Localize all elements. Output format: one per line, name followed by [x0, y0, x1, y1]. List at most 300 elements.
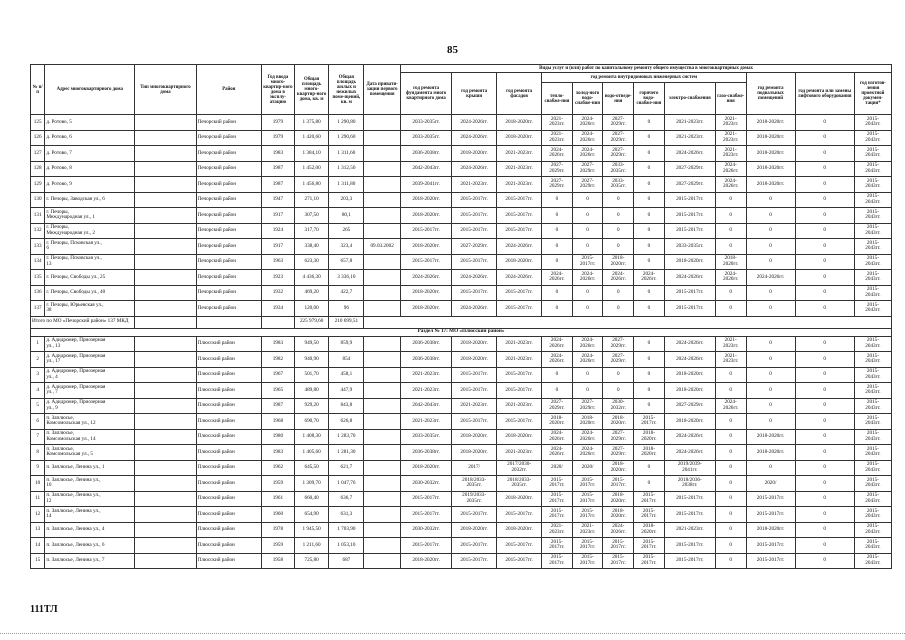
row-drain: 2030- 2032гг. — [603, 398, 634, 414]
row-privat-date — [364, 476, 401, 492]
row-basement: 2018-2020гг. — [746, 177, 795, 193]
row-num: 13 — [31, 522, 45, 538]
row-total-area: 690,70 — [294, 414, 329, 430]
header-project: год изготов-ления проектной докумен-тации* — [854, 73, 891, 115]
row-foundation: 2021-2023гг. — [401, 367, 452, 383]
row-facade: 2018-2020гг. — [497, 130, 542, 146]
row-privat-date — [364, 146, 401, 162]
row-year: 1987 — [262, 177, 295, 193]
row-heat: 2024- 2026гг. — [542, 146, 573, 162]
row-num: 14 — [31, 538, 45, 554]
row-elec: 2027-2029гг. — [664, 161, 715, 177]
row-elec: 2018-2020гг. — [664, 414, 715, 430]
row-heat: 0 — [542, 254, 573, 270]
table-row — [31, 476, 892, 492]
row-type — [135, 445, 196, 461]
row-cold: 2015- 2017гг. — [572, 254, 603, 270]
row-living-area: 843,8 — [329, 398, 364, 414]
row-year: 1979 — [262, 130, 295, 146]
row-type — [135, 336, 196, 352]
row-num: 12 — [31, 507, 45, 523]
row-hot: 0 — [634, 239, 665, 255]
repair-schedule-table — [30, 64, 892, 569]
row-drain: 2018- 2020гг. — [603, 491, 634, 507]
row-total-area: 1 456,80 — [294, 177, 329, 193]
row-drain: 0 — [603, 192, 634, 208]
row-cold: 0 — [572, 301, 603, 317]
row-privat-date — [364, 491, 401, 507]
row-gas: 2021- 2023гг. — [715, 130, 746, 146]
row-drain: 0 — [603, 383, 634, 399]
row-roof: 2027-2029гг. — [452, 239, 497, 255]
row-district: Плюсский район — [196, 460, 261, 476]
row-type — [135, 522, 196, 538]
row-year: 1924 — [262, 223, 295, 239]
row-gas: 2021- 2023гг. — [715, 146, 746, 162]
row-district: Печорский район — [196, 254, 261, 270]
row-project: 2015- 2043гг. — [854, 538, 891, 554]
header-type: Тип многоквартирного дома — [135, 65, 196, 115]
row-hot: 0 — [634, 398, 665, 414]
row-living-area: 1 311,60 — [329, 146, 364, 162]
row-living-area: 1 053,10 — [329, 538, 364, 554]
row-drain: 0 — [603, 367, 634, 383]
row-project: 2015- 2043гг. — [854, 223, 891, 239]
row-num: 7 — [31, 429, 45, 445]
row-type — [135, 476, 196, 492]
row-drain: 2027- 2029гг. — [603, 146, 634, 162]
row-district: Печорский район — [196, 270, 261, 286]
row-privat-date — [364, 254, 401, 270]
row-facade: 2018-2020гг. — [497, 522, 542, 538]
row-roof: 2024-2026гг. — [452, 115, 497, 131]
row-heat: 2027- 2029гг. — [542, 161, 573, 177]
row-elec: 2015-2017гг. — [664, 553, 715, 569]
row-elec: 2027-2029гг. — [664, 177, 715, 193]
header-facade: год ремонта фасадов — [497, 73, 542, 115]
row-type — [135, 491, 196, 507]
row-district: Печорский район — [196, 239, 261, 255]
header-privat-date: Дата привати-зации первого помещения — [364, 65, 401, 115]
row-project: 2015- 2043гг. — [854, 208, 891, 224]
row-basement: 2020/ — [746, 476, 795, 492]
row-basement: 0 — [746, 254, 795, 270]
row-elevator: 0 — [795, 146, 854, 162]
header-cold: холод-ного водо-снабже-ния — [572, 83, 603, 115]
row-foundation: 2015-2017гг. — [401, 254, 452, 270]
row-drain: 0 — [603, 223, 634, 239]
row-total-area: 1 384,10 — [294, 146, 329, 162]
row-project: 2015- 2043гг. — [854, 460, 891, 476]
row-gas: 0 — [715, 414, 746, 430]
row-living-area: 447,9 — [329, 383, 364, 399]
row-basement: 2015-2017гг. — [746, 507, 795, 523]
row-privat-date — [364, 507, 401, 523]
row-total-area: 929,20 — [294, 398, 329, 414]
row-address: п. Заплюсье, Ленина ул., 14 — [45, 507, 135, 523]
row-cold: 2027- 2029гг. — [572, 177, 603, 193]
row-gas: 0 — [715, 429, 746, 445]
row-total-area: 725,80 — [294, 553, 329, 569]
row-gas: 0 — [715, 553, 746, 569]
row-total-area: 940,90 — [294, 352, 329, 368]
row-privat-date — [364, 285, 401, 301]
row-basement: 2015-2017гг. — [746, 538, 795, 554]
row-heat: 0 — [542, 192, 573, 208]
row-year: 1983 — [262, 146, 295, 162]
row-foundation: 2021-2023гг. — [401, 383, 452, 399]
row-foundation: 2042-2043гг. — [401, 398, 452, 414]
row-type — [135, 130, 196, 146]
row-heat: 2024- 2026гг. — [542, 352, 573, 368]
row-year: 1961 — [262, 491, 295, 507]
row-num: 130 — [31, 192, 45, 208]
row-heat: 2024- 2026гг. — [542, 336, 573, 352]
row-living-area: 1 312,50 — [329, 161, 364, 177]
row-year: 1962 — [262, 460, 295, 476]
row-roof: 2015-2017гг. — [452, 208, 497, 224]
row-num: 4 — [31, 383, 45, 399]
table-row — [31, 367, 892, 383]
table-row — [31, 161, 892, 177]
row-elevator: 0 — [795, 352, 854, 368]
row-elec: 2033-2035гг. — [664, 239, 715, 255]
row-num: 132 — [31, 223, 45, 239]
row-heat: 2027- 2029гг. — [542, 398, 573, 414]
row-roof: 2018/2033- 2035гг. — [452, 476, 497, 492]
header-foundation: год ремонта фундамента много квартирного дома — [401, 73, 452, 115]
row-facade: 2015-2017гг. — [497, 208, 542, 224]
row-elec: 2018-2020гг. — [664, 254, 715, 270]
row-elevator: 0 — [795, 383, 854, 399]
row-privat-date — [364, 161, 401, 177]
row-project: 2015- 2043гг. — [854, 192, 891, 208]
row-total-area: 469,20 — [294, 285, 329, 301]
row-year: 1967 — [262, 367, 295, 383]
row-foundation: 2036-2038гг. — [401, 146, 452, 162]
row-elevator: 0 — [795, 538, 854, 554]
footer-code: 111ТЛ — [30, 604, 58, 615]
row-address: г. Печоры, Заводская ул., 6 — [45, 192, 135, 208]
row-facade: 2024-2026гг. — [497, 239, 542, 255]
row-basement: 2018-2020гг. — [746, 130, 795, 146]
row-living-area: 1 311,80 — [329, 177, 364, 193]
row-project: 2015- 2043гг. — [854, 146, 891, 162]
row-num: 133 — [31, 239, 45, 255]
row-roof: 2015-2017гг. — [452, 367, 497, 383]
row-type — [135, 414, 196, 430]
row-heat: 2020/ — [542, 460, 573, 476]
row-roof: 2019/2033- 2035гг. — [452, 491, 497, 507]
row-project: 2015- 2043гг. — [854, 254, 891, 270]
row-foundation: 2018-2020гг. — [401, 301, 452, 317]
row-heat: 2027- 2029гг. — [542, 177, 573, 193]
row-address: п. Заплюсье, Ленина ул., 12 — [45, 491, 135, 507]
row-hot: 0 — [634, 301, 665, 317]
row-roof: 2024-2026гг. — [452, 161, 497, 177]
row-living-area: 422,7 — [329, 285, 364, 301]
row-hot: 0 — [634, 146, 665, 162]
row-elec: 2021-2023гг. — [664, 115, 715, 131]
row-num: 136 — [31, 285, 45, 301]
row-num: 135 — [31, 270, 45, 286]
row-facade: 2015-2017гг. — [497, 367, 542, 383]
row-type — [135, 398, 196, 414]
row-privat-date — [364, 270, 401, 286]
row-gas: 0 — [715, 223, 746, 239]
row-total-area: 645,50 — [294, 460, 329, 476]
row-living-area: 3 336,10 — [329, 270, 364, 286]
row-elevator: 0 — [795, 192, 854, 208]
row-privat-date — [364, 177, 401, 193]
row-cold: 0 — [572, 239, 603, 255]
row-heat: 2015- 2017гг. — [542, 538, 573, 554]
row-district: Плюсский район — [196, 553, 261, 569]
row-elevator: 0 — [795, 414, 854, 430]
row-privat-date — [364, 383, 401, 399]
row-address: д. Ротово, 6 — [45, 130, 135, 146]
row-living-area: 1 283,70 — [329, 429, 364, 445]
row-year: 1965 — [262, 383, 295, 399]
header-roof: год ремонта крыши — [452, 73, 497, 115]
row-facade: 2015-2017гг. — [497, 507, 542, 523]
row-privat-date — [364, 398, 401, 414]
table-row — [31, 270, 892, 286]
row-hot: 0 — [634, 383, 665, 399]
table-row — [31, 460, 892, 476]
row-address: п. Заплюсье, Ленина ул., 1 — [45, 460, 135, 476]
row-num: 127 — [31, 146, 45, 162]
row-address: г. Печоры, Свободы ул., 25 — [45, 270, 135, 286]
header-num: № п/п — [31, 65, 45, 115]
table-subtotal — [31, 316, 892, 336]
row-privat-date — [364, 445, 401, 461]
row-gas: 0 — [715, 445, 746, 461]
row-district: Печорский район — [196, 161, 261, 177]
subtotal-row — [31, 316, 892, 328]
row-total-area: 4 436,30 — [294, 270, 329, 286]
row-gas: 0 — [715, 383, 746, 399]
row-project: 2015- 2043гг. — [854, 115, 891, 131]
row-elevator: 0 — [795, 270, 854, 286]
row-facade: 2021-2023гг. — [497, 352, 542, 368]
row-hot: 0 — [634, 336, 665, 352]
table-row — [31, 239, 892, 255]
row-district: Печорский район — [196, 223, 261, 239]
row-heat: 0 — [542, 285, 573, 301]
row-hot: 2018- 2020гг. — [634, 445, 665, 461]
row-facade: 2015-2017гг. — [497, 414, 542, 430]
row-gas: 2021- 2023гг. — [715, 352, 746, 368]
row-facade: 2021-2023гг. — [497, 146, 542, 162]
row-elevator: 0 — [795, 161, 854, 177]
row-foundation: 2018-2020гг. — [401, 285, 452, 301]
row-heat: 0 — [542, 223, 573, 239]
row-address: п. Заплюсье, Комсомольская ул., 5 — [45, 445, 135, 461]
row-elec: 2015-2017гг. — [664, 491, 715, 507]
row-elec: 2021-2023гг. — [664, 522, 715, 538]
row-num: 128 — [31, 161, 45, 177]
row-elec: 2024-2026гг. — [664, 270, 715, 286]
table-row — [31, 301, 892, 317]
table-row — [31, 383, 892, 399]
row-basement: 0 — [746, 301, 795, 317]
row-type — [135, 383, 196, 399]
row-num: 3 — [31, 367, 45, 383]
row-project: 2015- 2043гг. — [854, 285, 891, 301]
row-num: 6 — [31, 414, 45, 430]
row-cold: 2015- 2017гг. — [572, 553, 603, 569]
row-elevator: 0 — [795, 254, 854, 270]
table-row — [31, 445, 892, 461]
row-basement: 0 — [746, 460, 795, 476]
row-drain: 2018- 2020гг. — [603, 414, 634, 430]
row-elevator: 0 — [795, 429, 854, 445]
row-basement: 0 — [746, 367, 795, 383]
row-living-area: 621,7 — [329, 460, 364, 476]
row-elec: 2018/2036- 2038гг. — [664, 476, 715, 492]
row-project: 2015- 2043гг. — [854, 507, 891, 523]
row-type — [135, 161, 196, 177]
header-drain: водо-отведе-ния — [603, 83, 634, 115]
row-num: 10 — [31, 476, 45, 492]
row-gas: 0 — [715, 522, 746, 538]
row-district: Печорский район — [196, 146, 261, 162]
row-drain: 2015- 2017гг. — [603, 553, 634, 569]
row-facade: 2021-2023гг. — [497, 398, 542, 414]
row-num: 5 — [31, 398, 45, 414]
row-hot: 0 — [634, 192, 665, 208]
row-hot: 0 — [634, 177, 665, 193]
table-row — [31, 223, 892, 239]
row-num: 1 — [31, 336, 45, 352]
row-district: Печорский район — [196, 192, 261, 208]
row-year: 1947 — [262, 192, 295, 208]
row-basement: 0 — [746, 352, 795, 368]
row-hot: 0 — [634, 285, 665, 301]
row-basement: 2015-2017гг. — [746, 491, 795, 507]
row-elevator: 0 — [795, 223, 854, 239]
row-elevator: 0 — [795, 507, 854, 523]
table-row — [31, 398, 892, 414]
row-gas: 0 — [715, 491, 746, 507]
row-facade: 2015-2017гг. — [497, 538, 542, 554]
row-roof: 2017/ — [452, 460, 497, 476]
row-facade: 2018-2020гг. — [497, 115, 542, 131]
row-year: 1987 — [262, 398, 295, 414]
header-elevator: год ремонта или замены лифтового оборудования — [795, 73, 854, 115]
header-address: Адрес многоквартирного дома — [45, 65, 135, 115]
row-facade: 2015-2017гг. — [497, 553, 542, 569]
row-district: Печорский район — [196, 130, 261, 146]
row-year: 1982 — [262, 352, 295, 368]
row-cold: 0 — [572, 367, 603, 383]
row-living-area: 657,8 — [329, 254, 364, 270]
row-project: 2015- 2043гг. — [854, 130, 891, 146]
row-elec: 2015-2017гг. — [664, 538, 715, 554]
row-address: г. Печоры, Свободы ул., 40 — [45, 285, 135, 301]
table-row — [31, 208, 892, 224]
row-total-area: 1 405,60 — [294, 445, 329, 461]
row-drain: 0 — [603, 239, 634, 255]
row-total-area: 1 375,80 — [294, 115, 329, 131]
row-gas: 0 — [715, 538, 746, 554]
row-elec: 2015-2017гг. — [664, 223, 715, 239]
row-elevator: 0 — [795, 177, 854, 193]
row-basement: 0 — [746, 398, 795, 414]
row-cold: 2024- 2026гг. — [572, 336, 603, 352]
row-living-area: 96 — [329, 301, 364, 317]
subtotal-living-area: 210 699,51 — [329, 316, 364, 328]
row-facade: 2018-2020гг. — [497, 429, 542, 445]
row-year: 1917 — [262, 208, 295, 224]
row-gas: 2018- 2020гг. — [715, 254, 746, 270]
row-basement: 0 — [746, 208, 795, 224]
row-year: 1983 — [262, 445, 295, 461]
row-roof: 2015-2017гг. — [452, 192, 497, 208]
row-facade: 2021-2023гг. — [497, 161, 542, 177]
row-drain: 2015- 2017гг. — [603, 476, 634, 492]
row-roof: 2018-2020гг. — [452, 146, 497, 162]
row-basement: 0 — [746, 239, 795, 255]
row-roof: 2024-2026гг. — [452, 301, 497, 317]
row-total-area: 660,40 — [294, 491, 329, 507]
row-cold: 2024- 2026гг. — [572, 130, 603, 146]
row-type — [135, 177, 196, 193]
row-type — [135, 115, 196, 131]
row-cold: 2015- 2017гг. — [572, 538, 603, 554]
row-heat: 2015- 2017гг. — [542, 507, 573, 523]
row-num: 131 — [31, 208, 45, 224]
row-facade: 2015-2017гг. — [497, 383, 542, 399]
row-gas: 0 — [715, 460, 746, 476]
row-district: Плюсский район — [196, 367, 261, 383]
table-row — [31, 352, 892, 368]
row-type — [135, 553, 196, 569]
row-foundation: 2018-2020гг. — [401, 460, 452, 476]
row-elec: 2015-2017гг. — [664, 507, 715, 523]
row-privat-date — [364, 223, 401, 239]
row-elevator: 0 — [795, 367, 854, 383]
row-type — [135, 538, 196, 554]
row-year: 1979 — [262, 115, 295, 131]
row-address: п. Заплюсье, Ленина ул., 7 — [45, 553, 135, 569]
row-address: п. Заплюсье, Комсомольская ул., 14 — [45, 429, 135, 445]
row-address: г. Печоры, Юрьевская ул., 38 — [45, 301, 135, 317]
row-drain: 2027- 2029гг. — [603, 352, 634, 368]
row-drain: 2033- 2035гг. — [603, 177, 634, 193]
row-hot: 0 — [634, 130, 665, 146]
row-drain: 0 — [603, 285, 634, 301]
row-heat: 2015- 2017гг. — [542, 553, 573, 569]
row-cold: 0 — [572, 223, 603, 239]
row-elevator: 0 — [795, 239, 854, 255]
row-hot: 0 — [634, 254, 665, 270]
row-project: 2015- 2043гг. — [854, 383, 891, 399]
row-drain: 2024- 2026гг. — [603, 270, 634, 286]
row-district: Плюсский район — [196, 507, 261, 523]
row-foundation: 2015-2017гг. — [401, 491, 452, 507]
row-gas: 0 — [715, 301, 746, 317]
row-total-area: 307,50 — [294, 208, 329, 224]
row-total-area: 623,30 — [294, 254, 329, 270]
table-row — [31, 146, 892, 162]
header-year: Год ввода много-квартир-ного дома в эксплу-атацию — [262, 65, 295, 115]
header-hot: горячего водо-снабже-ния — [634, 83, 665, 115]
row-roof: 2015-2017гг. — [452, 285, 497, 301]
row-basement: 2018-2020гг. — [746, 161, 795, 177]
row-type — [135, 460, 196, 476]
